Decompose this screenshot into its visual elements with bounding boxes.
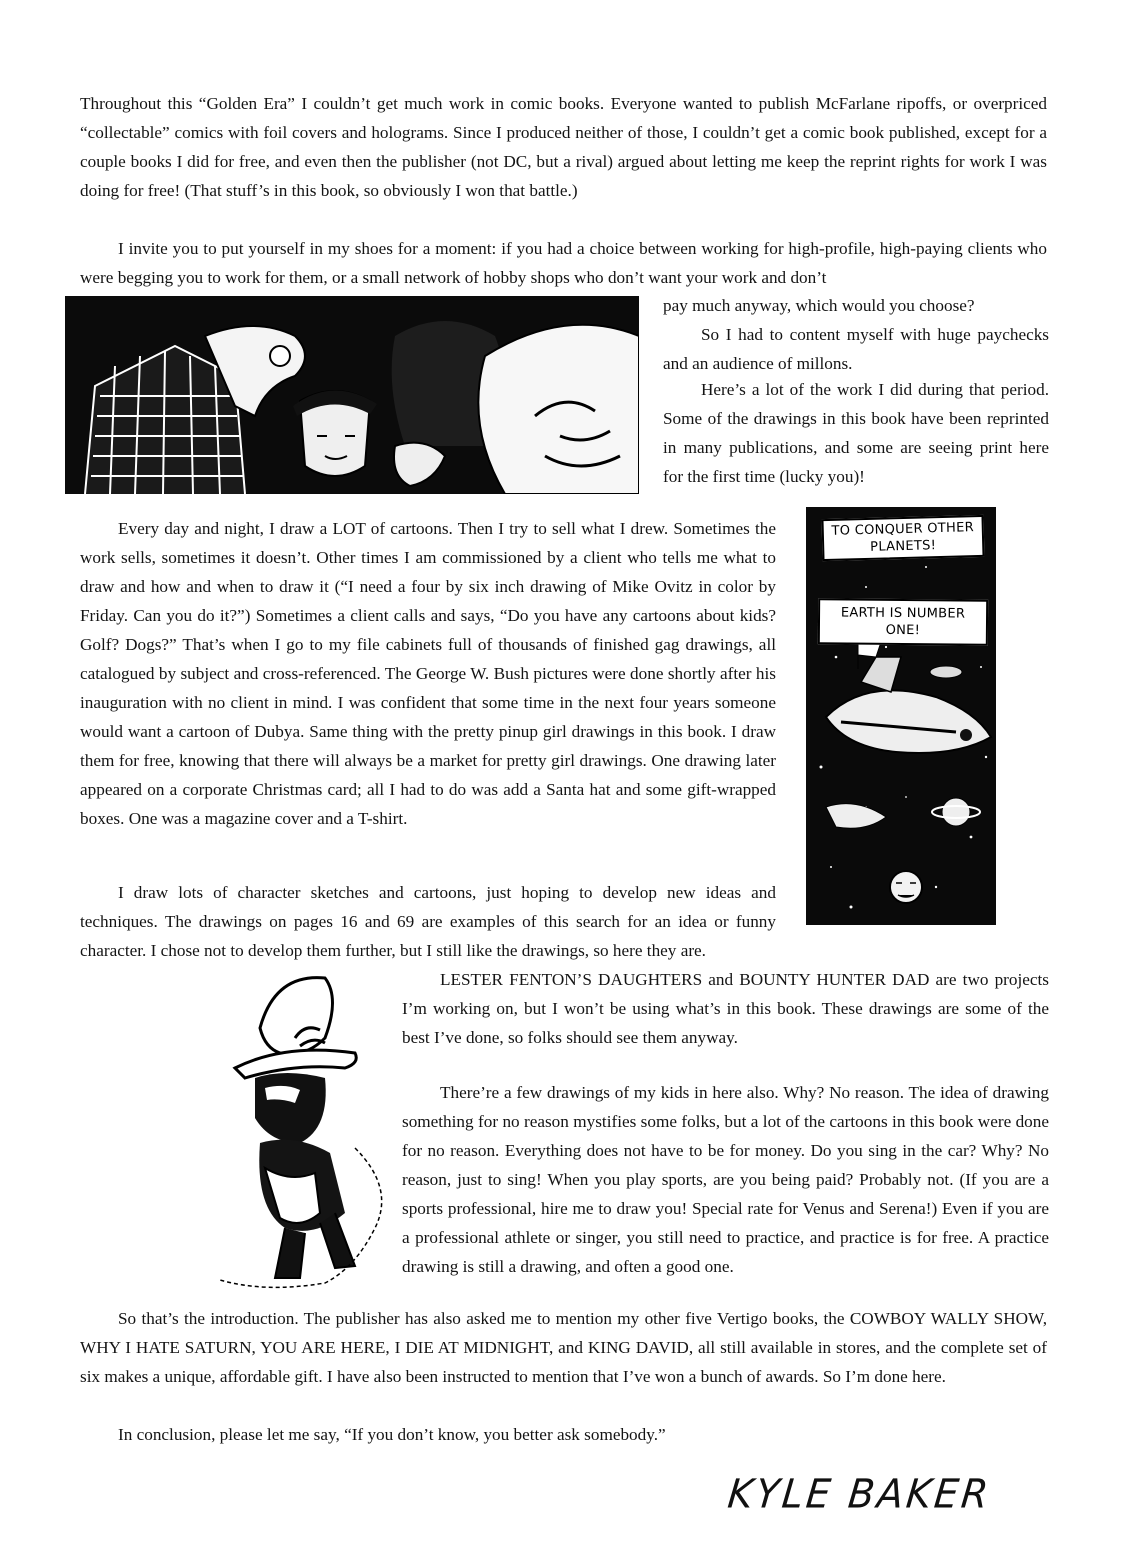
space-panel-art (806, 507, 996, 925)
author-signature: KYLE BAKER (725, 1470, 994, 1518)
comic-panel-illustration (65, 296, 639, 494)
cowboy-illustration (205, 968, 400, 1293)
space-comic-panel (806, 507, 996, 925)
paragraph-7: LESTER FENTON’S DAUGHTERS and BOUNTY HUNTER DAD are two projects I’m working on, but I won’t be using what’s in this book. These drawings are some of the best I’ve done, so folks should see them anyway. (402, 970, 1049, 1047)
paragraph-5: Every day and night, I draw a LOT of cartoons. Then I try to sell what I drew. Sometimes the work sells, sometimes it doesn’t. Other times I am commissioned by a client who tells me what to draw and how and when to draw it (“I need a four by six inch drawing of Mike Ovitz in color by Friday. Can you do it?”) Sometimes a client calls and says, “Do you have any cartoons about kids? Golf? Dogs?” That’s when I go to my file cabinets full of thousands of finished gag drawings, all catalogued by subject and cross-referenced. The George W. Bush pictures were done shortly after his inauguration with no client in mind. I was confident that some time in the next four years someone would want a cartoon of Dubya. Same thing with the pretty pinup girl drawings in this book. I draw them for free, knowing that there will always be a market for pretty girl drawings. One drawing later appeared on a corporate Christmas card; all I had to do was add a Santa hat and some gift-wrapped boxes. One was a magazine cover and a T-shirt. (80, 519, 776, 828)
space-caption-2: EARTH IS NUMBER ONE! (818, 598, 988, 645)
paragraph-10: In conclusion, please let me say, “If you don’t know, you better ask somebody.” (118, 1425, 666, 1444)
paragraph-9: So that’s the introduction. The publisher has also asked me to mention my other five Vertigo books, the COWBOY WALLY SHOW, WHY I HATE SATURN, YOU ARE HERE, I DIE AT MIDNIGHT, and KING DAVID, all still available in stores, and the complete set of six makes a unique, affordable gift. I have also been instructed to mention that I’ve won a bunch of awards. So I’m done here. (80, 1309, 1047, 1386)
paragraph-4: Here’s a lot of the work I did during that period. Some of the drawings in this book have been reprinted in many publications, and some are seeing print here for the first time (lucky you)! (663, 380, 1049, 486)
comic-panel-art (65, 296, 639, 494)
paragraph-6: I draw lots of character sketches and cartoons, just hoping to develop new ideas and techniques. The drawings on pages 16 and 69 are examples of this search for an idea or funny character. I chose not to develop them further, but I still like the drawings, so here they are. (80, 883, 776, 960)
paragraph-2-continued: pay much anyway, which would you choose? (663, 296, 975, 315)
paragraph-3: So I had to content myself with huge paychecks and an audience of millons. (663, 325, 1049, 373)
paragraph-8: There’re a few drawings of my kids in here also. Why? No reason. The idea of drawing something for no reason mystifies some folks, but a lot of the cartoons in this book were done for no reason. Everything does not have to be for money. Do you sing in the car? Why? No reason, just to sing! When you play sports, are you being paid? Probably not. (If you are a sports professional, hire me to draw you! Special rate for Venus and Serena!) Even if you are a professional athlete or singer, you still need to practice, and practice is for free. A practice drawing is still a drawing, and often a good one. (402, 1083, 1049, 1276)
paragraph-1: Throughout this “Golden Era” I couldn’t get much work in comic books. Everyone wanted to publish McFarlane ripoffs, or overpriced “collectable” comics with foil covers and holograms. Since I produced neither of those, I couldn’t get a comic book published, except for a couple books I did for free, and even then the publisher (not DC, but a rival) argued about letting me keep the reprint rights for work I was doing for free! (That stuff’s in this book, so obviously I won that battle.) (80, 94, 1047, 200)
space-caption-1: TO CONQUER OTHER PLANETS! (821, 515, 984, 561)
cowboy-art (205, 968, 400, 1293)
paragraph-2: I invite you to put yourself in my shoes for a moment: if you had a choice between working for high-profile, high-paying clients who were begging you to work for them, or a small network of hobby shops who don’t want your work and don’t (80, 239, 1047, 287)
